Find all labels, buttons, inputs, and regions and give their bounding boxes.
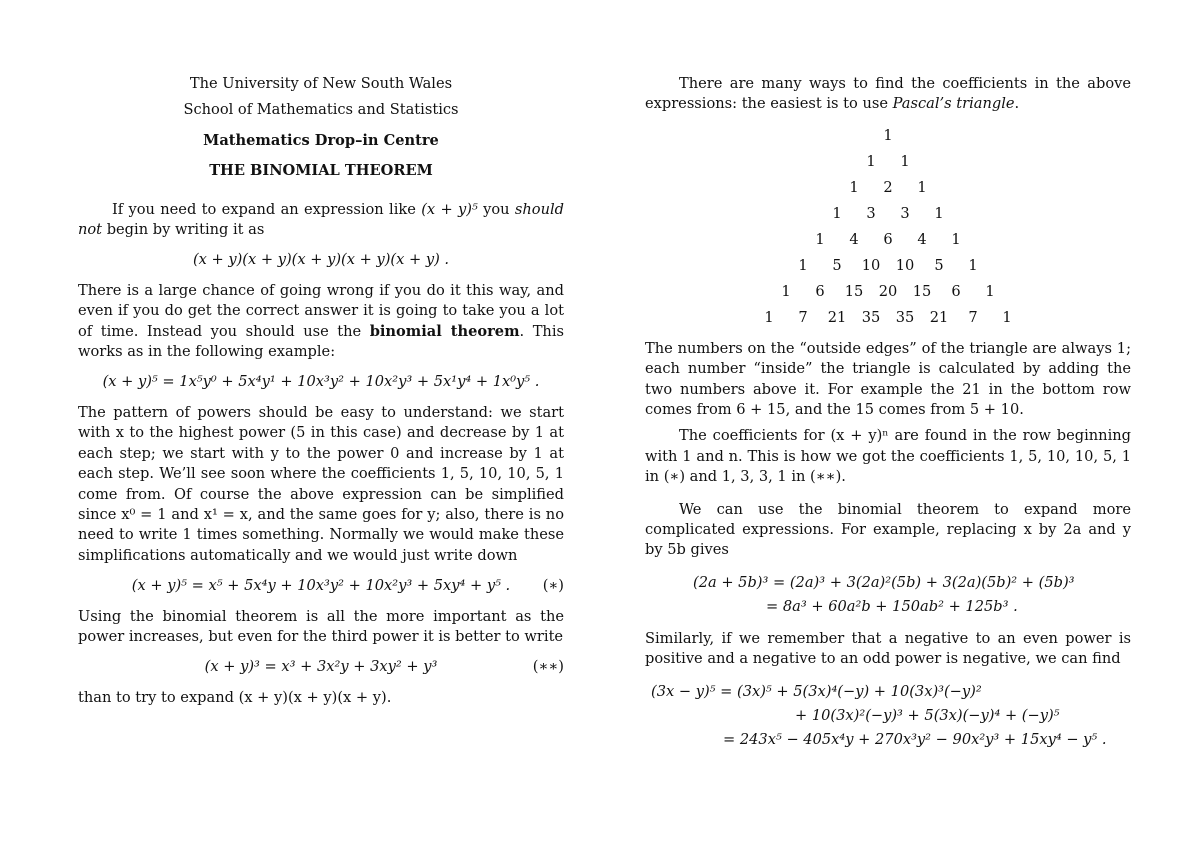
intro-expression: (x + y)⁵: [421, 200, 478, 218]
pascal-number: 1: [883, 126, 893, 144]
equation-xy-line-3: = 243x⁵ − 405x⁴y + 270x³y² − 90x²y³ + 15xy⁴ − y⁵ .: [723, 730, 1107, 748]
binomial-text-b: . This works as in the following example:: [78, 322, 564, 361]
pascal-number: 1: [866, 152, 876, 170]
pascal-number: 21: [929, 308, 949, 326]
pascal-row: [645, 227, 1131, 253]
pascal-number: 10: [861, 256, 881, 274]
binomial-text-a: There is a large chance of going wrong if you do it this way, and even if you do get the correct answer it is going to take you a lot of time. Instead you should use the: [78, 281, 564, 340]
pascal-number: 35: [895, 308, 915, 326]
equation-star: [78, 576, 564, 596]
coefficients-paragraph: The coefficients for (x + y)ⁿ are found in the row beginning with 1 and n. This is how we got the coefficients 1, 5, 10, 10, 5, 1 in (∗) and 1, 3, 3, 1 in (∗∗).: [645, 427, 1131, 486]
pascal-number: 1: [900, 152, 910, 170]
pascal-number: 1: [815, 230, 825, 248]
pascal-intro-text-a: There are many ways to find the coefficients in the above expressions: the easiest is to use: [645, 75, 1131, 113]
complicated-paragraph: We can use the binomial theorem to expand more complicated expressions. For example, replacing x by 2a and y by 5b gives: [645, 500, 1131, 559]
intro-text-b: you: [477, 200, 515, 218]
left-column: [78, 72, 564, 708]
pascal-number: 21: [827, 308, 847, 326]
equation-star-tag: (∗): [542, 577, 564, 595]
pascal-triangle: [645, 123, 1131, 331]
pascal-row: [645, 305, 1131, 331]
pascal-number: 7: [968, 308, 978, 326]
pascal-row: [645, 279, 1131, 305]
pascal-number: 1: [781, 282, 791, 300]
equation-cube-text: (x + y)³ = x³ + 3x²y + 3xy² + y³: [204, 658, 438, 676]
pascal-number: 6: [883, 230, 893, 248]
pascal-number: 15: [912, 282, 932, 300]
intro-not: not: [78, 221, 103, 239]
negative-power-paragraph: Similarly, if we remember that a negative to an even power is positive and a negative to an odd power is negative, we can find: [645, 629, 1131, 668]
equation-cube: [78, 657, 564, 677]
equation-xy: [645, 680, 1131, 752]
edges-paragraph: The numbers on the “outside edges” of the triangle are always 1; each number “inside” the triangle is calculated by adding the two numbers above it. For example the 21 in the bottom row comes from 6 + 15, and the 15 comes from 5 + 10.: [645, 339, 1131, 419]
pascal-number: 20: [878, 282, 898, 300]
intro-paragraph: [78, 200, 564, 241]
pascal-intro-text-b: .: [1014, 95, 1020, 113]
pascal-number: 6: [951, 282, 961, 300]
pascal-number: 6: [815, 282, 825, 300]
pascal-row: [645, 201, 1131, 227]
pascal-number: 1: [917, 178, 927, 196]
pascal-number: 5: [832, 256, 842, 274]
equation-full-expansion: (x + y)⁵ = 1x⁵y⁰ + 5x⁴y¹ + 10x³y² + 10x²y³ + 5x¹y⁴ + 1x⁰y⁵ .: [102, 373, 540, 391]
equation-ab: [645, 571, 1131, 619]
equation-xy-line-2: + 10(3x)²(−y)³ + 5(3x)(−y)⁴ + (−y)⁵: [795, 706, 1060, 724]
pascal-number: 7: [798, 308, 808, 326]
pascal-number: 1: [849, 178, 859, 196]
pascal-number: 4: [849, 230, 859, 248]
pascal-number: 1: [832, 204, 842, 222]
equation-ab-line-1: (2a + 5b)³ = (2a)³ + 3(2a)²(5b) + 3(2a)(5b)² + (5b)³: [693, 573, 1075, 591]
pascal-number: 1: [934, 204, 944, 222]
pascal-row: [645, 253, 1131, 279]
pascal-number: 4: [917, 230, 927, 248]
binomial-intro-paragraph: [78, 281, 564, 363]
pascal-number: 35: [861, 308, 881, 326]
pattern-paragraph: The pattern of powers should be easy to understand: we start with x to the highest power (5 in this case) and decrease by 1 at each step; we start with y to the power 0 and increase by 1 at each step. We’ll see soon where the coefficients 1, 5, 10, 10, 5, 1 come from. Of course the above expression can be simplified since x⁰ = 1 and x¹ = x, and the same goes for y; also, there is no need to write 1 times something. Normally we would make these simplifications automatically and we would just write down: [78, 403, 564, 564]
document-title: THE BINOMIAL THEOREM: [209, 162, 433, 180]
pascal-row: [645, 175, 1131, 201]
right-column: [645, 72, 1131, 762]
pascal-number: 3: [866, 204, 876, 222]
equation-ab-line-2: = 8a³ + 60a²b + 150ab² + 125b³ .: [766, 597, 1018, 615]
pascal-triangle-term: Pascal’s triangle: [892, 95, 1015, 113]
pascal-number: 1: [968, 256, 978, 274]
pascal-intro-paragraph: [645, 74, 1131, 115]
pascal-number: 1: [764, 308, 774, 326]
equation-product: (x + y)(x + y)(x + y)(x + y)(x + y) .: [192, 251, 450, 269]
closing-paragraph: than to try to expand (x + y)(x + y)(x + y).: [78, 688, 392, 706]
intro-should: should: [514, 200, 565, 218]
equation-star-text: (x + y)⁵ = x⁵ + 5x⁴y + 10x³y² + 10x²y³ + 5xy⁴ + y⁵ .: [131, 577, 511, 595]
pascal-number: 15: [844, 282, 864, 300]
pascal-number: 5: [934, 256, 944, 274]
pascal-row: [645, 149, 1131, 175]
binomial-theorem-term: binomial theorem: [369, 322, 520, 340]
intro-text-c: begin by writing it as: [102, 221, 265, 239]
pascal-number: 10: [895, 256, 915, 274]
pascal-number: 1: [985, 282, 995, 300]
pascal-number: 3: [900, 204, 910, 222]
pascal-number: 1: [951, 230, 961, 248]
equation-xy-line-1: (3x − y)⁵ = (3x)⁵ + 5(3x)⁴(−y) + 10(3x)³(−y)²: [651, 682, 982, 700]
pascal-row: [645, 123, 1131, 149]
centre-name: Mathematics Drop–in Centre: [203, 131, 439, 149]
pascal-number: 1: [798, 256, 808, 274]
intro-text-a: If you need to expand an expression like: [112, 200, 422, 218]
pascal-number: 1: [1002, 308, 1012, 326]
third-power-paragraph: Using the binomial theorem is all the more important as the power increases, but even for the third power it is better to write: [78, 607, 564, 645]
school-name: School of Mathematics and Statistics: [183, 101, 459, 119]
university-name: The University of New South Wales: [189, 75, 453, 92]
equation-cube-tag: (∗∗): [532, 658, 564, 676]
pascal-number: 2: [883, 178, 893, 196]
